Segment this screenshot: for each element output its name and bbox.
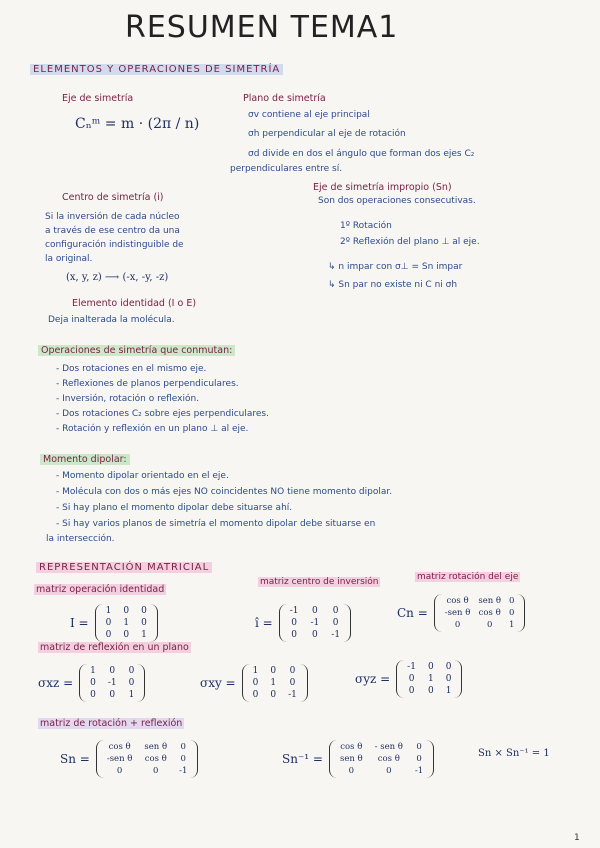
section-heading-elementos: ELEMENTOS Y OPERACIONES DE SIMETRÍA [30, 64, 283, 75]
impropio-line: ↳ Sn par no existe ni C ni σh [328, 280, 458, 290]
impropio-line: 2º Reflexión del plano ⊥ al eje. [340, 237, 480, 247]
matrix-cell: 0 [416, 742, 422, 752]
matrix-cell: 0 [90, 690, 96, 700]
section-heading-dipolar: Momento dipolar: [40, 454, 130, 465]
sn-inverse-matrix [282, 740, 434, 778]
matrix-cell: cos θ [340, 742, 363, 752]
matrix-cell: 1 [123, 618, 130, 628]
sxz-matrix [38, 664, 145, 702]
matrix-cell: -1 [107, 678, 117, 688]
rotacion-matrix-lhs: Cn = [397, 606, 428, 620]
matrix-cell: 1 [128, 690, 135, 700]
matrix-cell: 0 [386, 766, 392, 776]
sn-matrix [60, 740, 198, 778]
sn-inverse-matrix-lhs: Sn⁻¹ = [282, 752, 323, 766]
matrix-cell: cos θ [377, 754, 400, 764]
sxy-matrix [200, 664, 308, 702]
matrix-cell: 0 [109, 666, 116, 676]
matrix-cell: -1 [331, 630, 341, 640]
identidad-matrix [70, 604, 158, 642]
matrix-cell: 0 [454, 620, 461, 630]
sn-product: Sn × Sn⁻¹ = 1 [478, 748, 550, 759]
sxy-matrix-lhs: σxy = [200, 676, 236, 690]
matrix-cell: 0 [289, 666, 296, 676]
matrix-cell: 0 [153, 766, 159, 776]
matrix-cell: 0 [509, 608, 515, 618]
syz-matrix-lhs: σyz = [355, 672, 391, 686]
matrix-cell: 0 [270, 666, 277, 676]
matrix-cell: -sen θ [106, 754, 133, 764]
conmutan-item: - Reflexiones de planos perpendiculares. [56, 379, 239, 389]
dipolar-item: - Momento dipolar orientado en el eje. [56, 471, 229, 481]
matrix-cell: 0 [416, 754, 422, 764]
matrix-cell: 1 [90, 666, 96, 676]
dipolar-item: - Si hay plano el momento dipolar debe situarse ahí. [56, 503, 293, 513]
page-number: 1 [574, 833, 580, 843]
matrix-cell: cos θ [108, 742, 131, 752]
matrix-cell: 0 [332, 618, 339, 628]
rotacion-matrix-label: matriz rotación del eje [417, 572, 519, 582]
plano-label: Plano de simetría [243, 93, 326, 104]
matrix-cell: 1 [141, 630, 147, 640]
conmutan-item: - Inversión, rotación o reflexión. [56, 394, 200, 404]
impropio-line: Son dos operaciones consecutivas. [318, 196, 476, 206]
matrix-cell: 0 [180, 754, 186, 764]
matrix-cell: 0 [141, 618, 147, 628]
matrix-cell: 0 [291, 618, 297, 628]
matrix-cell: 0 [252, 690, 259, 700]
matrix-cell: 1 [445, 686, 452, 696]
dipolar-item: la intersección. [46, 534, 115, 544]
centro-line: a través de ese centro da una [45, 226, 180, 236]
section-heading-conmutan: Operaciones de simetría que conmutan: [38, 345, 235, 356]
matrix-cell: 0 [270, 690, 277, 700]
matrix-cell: -1 [288, 690, 297, 700]
matrix-cell: 0 [348, 766, 355, 776]
dipolar-item: - Si hay varios planos de simetría el momento dipolar debe situarse en [56, 519, 376, 529]
conmutan-item: - Rotación y reflexión en un plano ⊥ al eje. [56, 424, 249, 434]
matrix-cell: -1 [414, 766, 424, 776]
matrix-cell: cos θ [144, 754, 167, 764]
matrix-cell: -1 [310, 618, 320, 628]
matrix-cell: 0 [445, 662, 452, 672]
impropio-line: ↳ n impar con σ⊥ = Sn impar [328, 262, 463, 272]
matrix-cell: 0 [332, 606, 339, 616]
matrix-cell: -1 [289, 606, 299, 616]
matrix-cell: 0 [141, 606, 147, 616]
centro-label: Centro de simetría (i) [62, 192, 164, 203]
matrix-cell: 0 [116, 766, 123, 776]
matrix-cell: sen θ [478, 596, 502, 606]
centro-line: configuración indistinguible de [45, 240, 184, 250]
matrix-cell: cos θ [446, 596, 469, 606]
centro-line: la original. [45, 254, 93, 264]
matrix-cell: 0 [128, 678, 135, 688]
matrix-cell: 0 [427, 662, 434, 672]
matrix-cell: 0 [180, 742, 186, 752]
sxz-matrix-lhs: σxz = [38, 676, 74, 690]
matrix-cell: 0 [312, 630, 318, 640]
matrix-cell: 0 [312, 606, 318, 616]
matrix-cell: 0 [486, 620, 493, 630]
matrix-body [96, 740, 199, 778]
matrix-cell: 0 [252, 678, 259, 688]
eje-label: Eje de simetría [62, 93, 134, 104]
matrix-cell: 0 [123, 606, 130, 616]
plano-item: σh perpendicular al eje de rotación [248, 129, 406, 139]
matrix-body [434, 594, 526, 632]
conmutan-item: - Dos rotaciones C₂ sobre ejes perpendiculares. [56, 409, 269, 419]
matrix-cell: 0 [289, 678, 296, 688]
impropio-label: Eje de simetría impropio (Sn) [313, 182, 452, 193]
matrix-cell: 0 [123, 630, 130, 640]
matrix-cell: 1 [509, 620, 515, 630]
matrix-body [279, 604, 351, 642]
centro-matrix-lhs: î = [255, 616, 273, 630]
matrix-cell: cos θ [478, 608, 501, 618]
matrix-cell: 0 [509, 596, 515, 606]
matrix-cell: sen θ [339, 754, 363, 764]
conmutan-item: - Dos rotaciones en el mismo eje. [56, 364, 207, 374]
identidad-matrix-label: matriz operación identidad [36, 584, 165, 595]
matrix-cell: - sen θ [374, 742, 403, 752]
page-title: RESUMEN TEMA1 [125, 10, 399, 45]
impropio-line: 1º Rotación [340, 221, 392, 231]
plano-item: σv contiene al eje principal [248, 110, 370, 120]
matrix-cell: 0 [90, 678, 96, 688]
matrix-cell: 0 [427, 686, 434, 696]
matrix-cell: 0 [109, 690, 116, 700]
centro-line: Si la inversión de cada núcleo [45, 212, 180, 222]
section-heading-matricial: REPRESENTACIÓN MATRICIAL [36, 562, 212, 573]
centro-formula: (x, y, z) ⟶ (-x, -y, -z) [66, 272, 169, 283]
syz-matrix [355, 660, 462, 698]
identidad-matrix-lhs: I = [70, 616, 89, 630]
matrix-cell: 0 [105, 630, 112, 640]
identidad-label: Elemento identidad (I o E) [72, 298, 197, 309]
matrix-cell: -sen θ [444, 608, 471, 618]
centro-matrix-label: matriz centro de inversión [260, 577, 379, 587]
reflexion-matrix-label: matriz de reflexión en un plano [40, 642, 189, 653]
matrix-body [329, 740, 434, 778]
matrix-cell: 0 [408, 686, 415, 696]
matrix-cell: sen θ [144, 742, 168, 752]
rotacion-matrix [397, 594, 525, 632]
matrix-body [396, 660, 462, 698]
matrix-cell: 0 [105, 618, 112, 628]
matrix-cell: 0 [445, 674, 452, 684]
matrix-cell: 0 [408, 674, 415, 684]
plano-item: σd divide en dos el ángulo que forman dos ejes C₂ [248, 149, 475, 159]
centro-matrix [255, 604, 351, 642]
dipolar-item: - Molécula con dos o más ejes NO coincidentes NO tiene momento dipolar. [56, 487, 393, 497]
matrix-cell: -1 [179, 766, 188, 776]
plano-item: perpendiculares entre sí. [230, 164, 343, 174]
matrix-body [79, 664, 145, 702]
matrix-cell: 1 [270, 678, 277, 688]
matrix-body [242, 664, 308, 702]
matrix-cell: 0 [291, 630, 297, 640]
matrix-cell: 1 [252, 666, 259, 676]
rotref-matrix-label: matriz de rotación + reflexión [40, 718, 183, 729]
sn-matrix-lhs: Sn = [60, 752, 90, 766]
matrix-cell: 1 [427, 674, 434, 684]
matrix-cell: 0 [128, 666, 135, 676]
matrix-body [95, 604, 158, 642]
eje-formula: Cₙᵐ = m · (2π / n) [75, 116, 200, 132]
matrix-cell: 1 [105, 606, 112, 616]
identidad-text: Deja inalterada la molécula. [48, 315, 175, 325]
matrix-cell: -1 [407, 662, 416, 672]
